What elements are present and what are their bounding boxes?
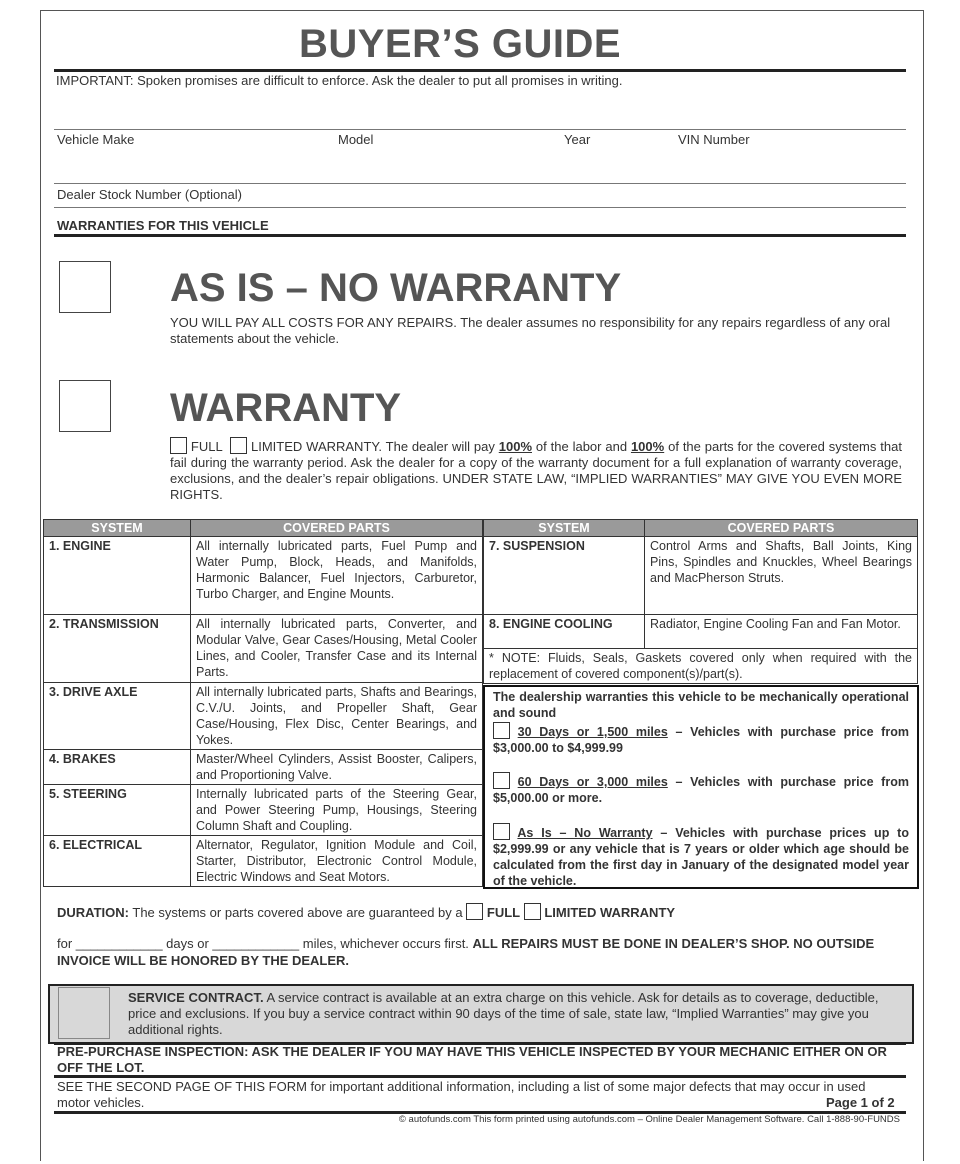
limited-warranty-checkbox[interactable] bbox=[230, 437, 247, 454]
covered-parts: All internally lubricated parts, Converter, and Modular Valve, Gear Cases/Housing, Metal Cooler Lines, and Cooler, Transfer Case and its Internal Parts. bbox=[191, 615, 483, 683]
duration-label: DURATION: bbox=[57, 905, 129, 920]
title-rule bbox=[54, 69, 906, 72]
vin-label: VIN Number bbox=[678, 132, 750, 147]
inspection-notice: PRE-PURCHASE INSPECTION: ASK THE DEALER IF YOU MAY HAVE THIS VEHICLE INSPECTED BY YOUR MECHANIC EITHER ON OR OFF THE LOT. bbox=[57, 1044, 887, 1075]
stock-line-bottom bbox=[54, 207, 906, 208]
dealer-warranty-box bbox=[483, 685, 919, 889]
option-as-is-text: – Vehicles with purchase prices up to $2,999.99 or any vehicle that is 7 years or older which age should be calculated from the first day in January of the designated model year of the vehicle. bbox=[493, 826, 909, 888]
option-as-is-label: As Is – No Warranty bbox=[517, 826, 653, 840]
covered-parts: All internally lubricated parts, Fuel Pump and Water Pump, Block, Heads, and Manifolds, Harmonic Balancer, Fuel Injectors, Carburetor, Turbo Charger, and Engine Mounts. bbox=[191, 537, 483, 615]
footer-credit: © autofunds.com This form printed using autofunds.com – Online Dealer Management Software. Call 1-888-90-FUNDS bbox=[398, 1114, 900, 1125]
option-60-days-text: – Vehicles with purchase price from $5,000.00 or more. bbox=[493, 775, 909, 805]
parts-percent: 100% bbox=[630, 439, 665, 454]
duration-limited-label: LIMITED WARRANTY bbox=[544, 905, 676, 920]
coverage-table-right bbox=[483, 519, 918, 684]
system-name: 6. ELECTRICAL bbox=[44, 836, 191, 887]
duration-for-line: for ____________ days or ____________ miles, whichever occurs first. bbox=[57, 936, 469, 951]
table-row bbox=[44, 750, 483, 785]
option-60-days-checkbox[interactable] bbox=[493, 772, 510, 789]
vehicle-line bbox=[54, 129, 906, 130]
labor-text: of the labor and bbox=[535, 439, 628, 454]
option-30-days-checkbox[interactable] bbox=[493, 722, 510, 739]
coverage-note: * NOTE: Fluids, Seals, Gaskets covered only when required with the replacement of covered component(s)/part(s). bbox=[484, 649, 918, 684]
as-is-heading: AS IS – NO WARRANTY bbox=[170, 266, 622, 310]
option-as-is bbox=[493, 823, 909, 889]
service-contract-label: SERVICE CONTRACT. bbox=[128, 990, 264, 1005]
coverage-table-left bbox=[43, 519, 483, 887]
duration-full-label: FULL bbox=[486, 905, 521, 920]
option-60-days bbox=[493, 772, 909, 806]
system-name: 2. TRANSMISSION bbox=[44, 615, 191, 683]
full-label: FULL bbox=[190, 439, 223, 454]
service-contract-text bbox=[128, 990, 888, 1038]
full-warranty-checkbox[interactable] bbox=[170, 437, 187, 454]
important-notice: IMPORTANT: Spoken promises are difficult to enforce. Ask the dealer to put all promises in writing. bbox=[56, 73, 623, 88]
system-header: SYSTEM bbox=[484, 520, 645, 537]
covered-parts: Control Arms and Shafts, Ball Joints, King Pins, Spindles and Knuckles, Wheel Bearings and MacPherson Struts. bbox=[645, 537, 918, 615]
dealer-intro: The dealership warranties this vehicle to be mechanically operational and sound bbox=[493, 690, 909, 720]
limited-label: LIMITED WARRANTY. The dealer will pay bbox=[250, 439, 495, 454]
system-name: 3. DRIVE AXLE bbox=[44, 683, 191, 750]
option-60-days-label: 60 Days or 3,000 miles bbox=[517, 775, 668, 789]
table-row bbox=[44, 836, 483, 887]
system-name: 8. ENGINE COOLING bbox=[484, 615, 645, 649]
service-contract-checkbox[interactable] bbox=[58, 987, 110, 1039]
system-name: 4. BRAKES bbox=[44, 750, 191, 785]
second-page-notice: SEE THE SECOND PAGE OF THIS FORM for important additional information, including a list of some major defects that may occur in used motor vehicles. bbox=[57, 1079, 866, 1110]
covered-parts: Internally lubricated parts of the Steering Gear, and Power Steering Pump, Housings, Steering Column Shaft and Coupling. bbox=[191, 785, 483, 836]
covered-parts: Master/Wheel Cylinders, Assist Booster, Calipers, and Proportioning Valve. bbox=[191, 750, 483, 785]
covered-parts: Alternator, Regulator, Ignition Module and Coil, Starter, Distributor, Electronic Control Module, Electric Windows and Seat Motors. bbox=[191, 836, 483, 887]
repairs-notice: ALL REPAIRS MUST BE DONE IN DEALER’S SHOP. NO OUTSIDE INVOICE WILL BE HONORED BY THE DEALER. bbox=[57, 936, 875, 968]
warranties-rule bbox=[54, 234, 906, 237]
stock-number-label: Dealer Stock Number (Optional) bbox=[57, 187, 242, 202]
option-30-days bbox=[493, 722, 909, 756]
duration-limited-checkbox[interactable] bbox=[524, 903, 541, 920]
warranty-text bbox=[170, 437, 902, 503]
table-row bbox=[44, 683, 483, 750]
covered-parts: All internally lubricated parts, Shafts and Bearings, C.V./U. Joints, and Propeller Shaft, Gear Case/Housing, Flex Disc, Center Bearings, and Yokes. bbox=[191, 683, 483, 750]
option-30-days-label: 30 Days or 1,500 miles bbox=[517, 725, 668, 739]
option-30-days-text: – Vehicles with purchase price from $3,000.00 to $4,999.99 bbox=[493, 725, 909, 755]
covered-parts: Radiator, Engine Cooling Fan and Fan Motor. bbox=[645, 615, 918, 649]
as-is-checkbox[interactable] bbox=[59, 261, 111, 313]
parts-text: of the parts for the covered bbox=[668, 439, 825, 454]
table-row bbox=[484, 537, 918, 615]
vehicle-make-label: Vehicle Make bbox=[57, 132, 135, 147]
system-name: 1. ENGINE bbox=[44, 537, 191, 615]
system-name: 5. STEERING bbox=[44, 785, 191, 836]
warranties-heading: WARRANTIES FOR THIS VEHICLE bbox=[57, 218, 269, 233]
table-row bbox=[44, 615, 483, 683]
option-as-is-checkbox[interactable] bbox=[493, 823, 510, 840]
duration-terms bbox=[57, 935, 902, 969]
service-contract-body: A service contract is available at an extra charge on this vehicle. Ask for details as to coverage, deductible, price and exclusions. If you buy a service contract within 90 days of the time of sale, state law, “Implied Warranties” may give you additional rights. bbox=[128, 990, 879, 1037]
stock-line bbox=[54, 183, 906, 184]
table-row bbox=[484, 615, 918, 649]
duration-text: The systems or parts covered above are guaranteed by a bbox=[132, 905, 463, 920]
duration-line bbox=[57, 903, 675, 920]
covered-parts-header: COVERED PARTS bbox=[191, 520, 483, 537]
footer-rule bbox=[54, 1075, 906, 1078]
table-row bbox=[44, 537, 483, 615]
warranty-checkbox[interactable] bbox=[59, 380, 111, 432]
year-label: Year bbox=[564, 132, 591, 147]
covered-parts-header: COVERED PARTS bbox=[645, 520, 918, 537]
page-title: BUYER’S GUIDE bbox=[298, 22, 622, 66]
table-row bbox=[44, 785, 483, 836]
warranty-rest: systems that fail during the warranty period. Ask the dealer for a copy of the warranty document for a full explanation of warranty coverage, exclusions, and the dealer’s repair obligations. UNDER STATE LAW, “IMPLIED WARRANTIES” MAY GIVE YOU EVEN MORE RIGHTS. bbox=[170, 439, 902, 502]
labor-percent: 100% bbox=[498, 439, 532, 454]
system-name: 7. SUSPENSION bbox=[484, 537, 645, 615]
as-is-text: YOU WILL PAY ALL COSTS FOR ANY REPAIRS. The dealer assumes no responsibility for any repairs regardless of any oral statements about the vehicle. bbox=[170, 315, 891, 346]
table-row bbox=[484, 649, 918, 684]
system-header: SYSTEM bbox=[44, 520, 191, 537]
warranty-heading: WARRANTY bbox=[170, 386, 402, 430]
page-number: Page 1 of 2 bbox=[826, 1095, 895, 1110]
model-label: Model bbox=[338, 132, 374, 147]
duration-full-checkbox[interactable] bbox=[466, 903, 483, 920]
